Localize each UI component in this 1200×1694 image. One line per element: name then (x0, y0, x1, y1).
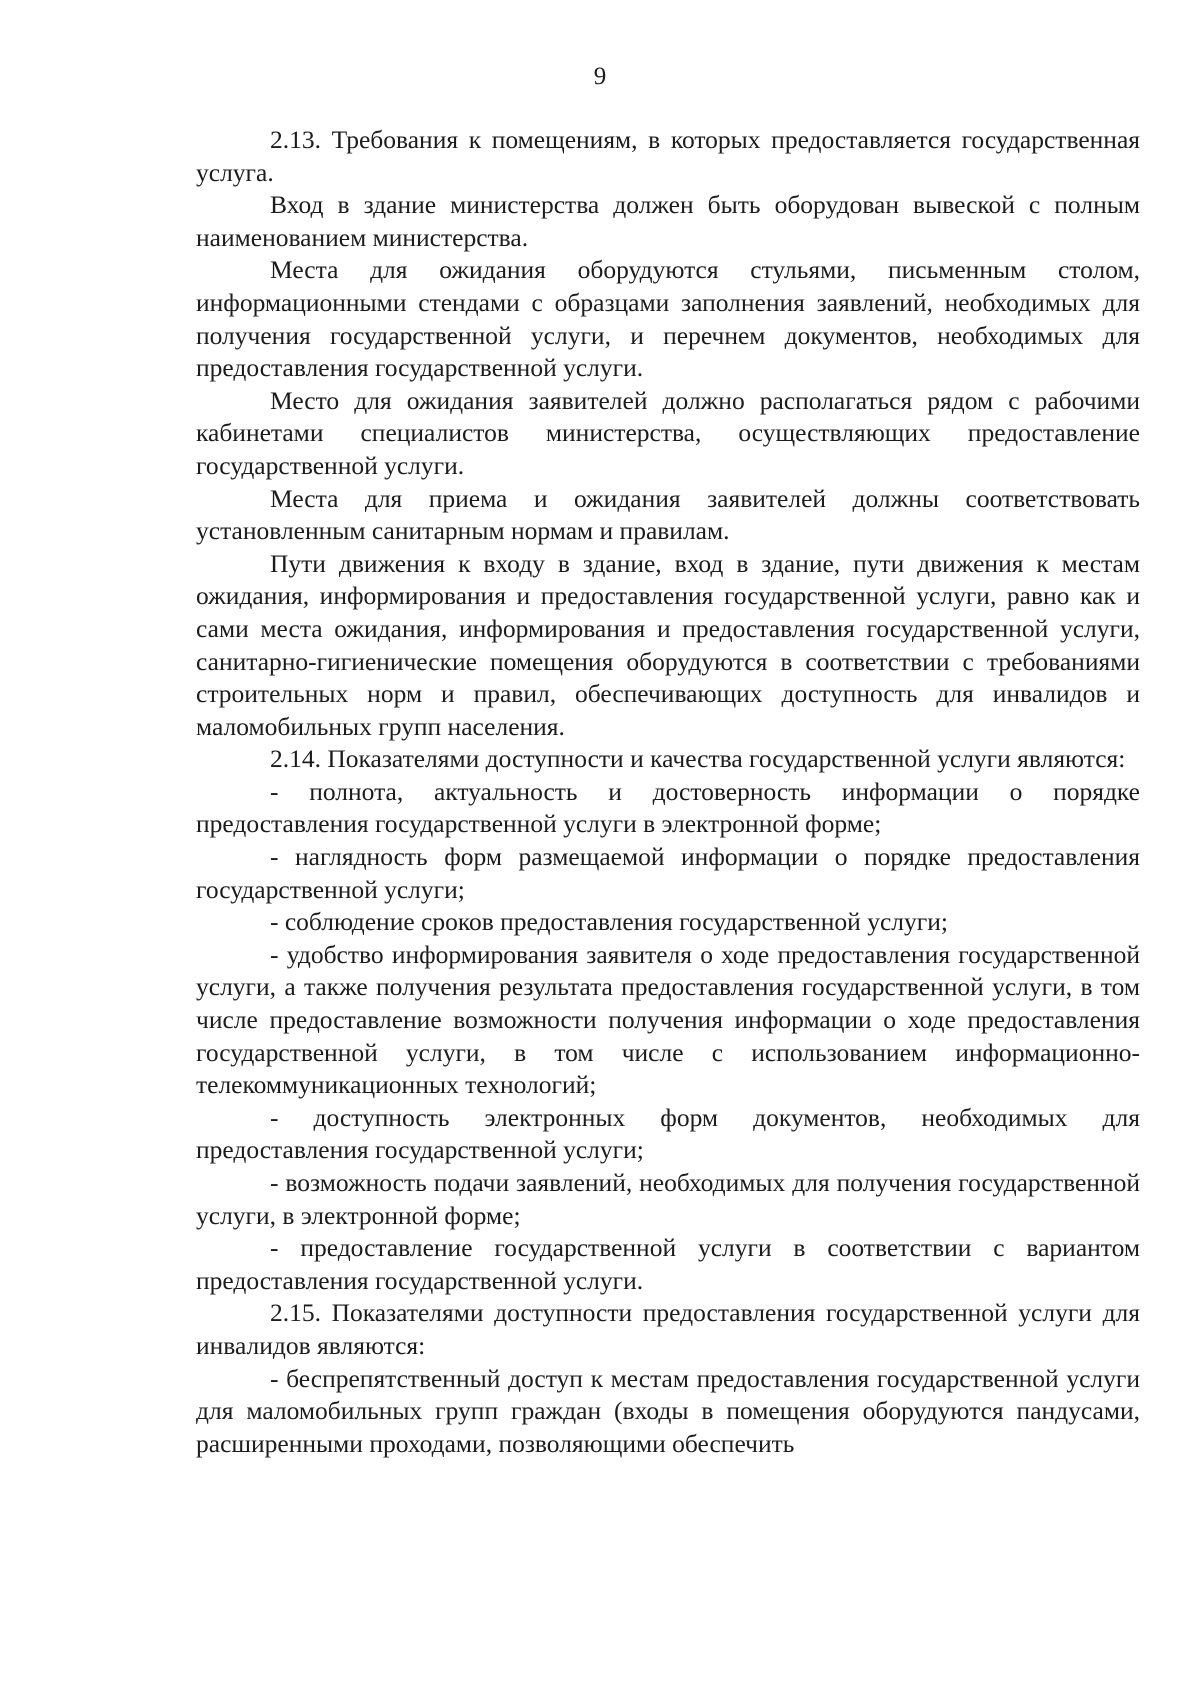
list-item: - предоставление государственной услуги в соответствии с вариантом предоставления государственной услуги. (196, 1233, 1140, 1295)
list-item: - наглядность форм размещаемой информации о порядке предоставления государственной услуги; (196, 842, 1140, 904)
paragraph-sanitary-norms: Места для приема и ожидания заявителей должны соответствовать установленным санитарным нормам и правилам. (196, 483, 1140, 546)
paragraph-2-13-heading: 2.13. Требования к помещениям, в которых предоставляется государственная услуга. (196, 125, 1140, 187)
document-body (196, 124, 1140, 1460)
list-item: - полнота, актуальность и достоверность информации о порядке предоставления государственной услуги в электронной форме; (196, 776, 1140, 839)
list-item: - доступность электронных форм документов, необходимых для предоставления государственной услуги; (196, 1102, 1140, 1165)
paragraph-waiting-location: Место для ожидания заявителей должно располагаться рядом с рабочими кабинетами специалистов министерства, осуществляющих предоставление государственной услуги. (196, 385, 1140, 480)
list-item: - соблюдение сроков предоставления государственной услуги; (270, 907, 948, 937)
list-item: - беспрепятственный доступ к местам предоставления государственной услуги для маломобильных групп граждан (входы в помещения оборудуются пандусами, расширенными проходами, позволяющими обеспечить (196, 1363, 1140, 1458)
paragraph-accessibility-routes: Пути движения к входу в здание, вход в здание, пути движения к местам ожидания, информирования и предоставления государственной услуги, равно как и сами места ожидания, информирования и предоставления государственной услуги, санитарно-гигиенические помещения оборудуются в соответствии с требованиями строительных норм и правил, обеспечивающих доступность для инвалидов и маломобильных групп населения. (196, 548, 1140, 741)
list-item: - возможность подачи заявлений, необходимых для получения государственной услуги, в электронной форме; (196, 1168, 1140, 1230)
paragraph-waiting-equipment: Места для ожидания оборудуются стульями, письменным столом, информационными стендами с образцами заполнения заявлений, необходимых для получения государственной услуги, и перечнем документов, необходимых для предоставления государственной услуги. (196, 255, 1140, 383)
list-item: - удобство информирования заявителя о ходе предоставления государственной услуги, а также получения результата предоставления государственной услуги, в том числе предоставление возможности получения информации о ходе предоставления государственной услуги, в том числе с использованием информационно-телекоммуникационных технологий; (196, 939, 1140, 1100)
paragraph-2-15-heading: 2.15. Показателями доступности предоставления государственной услуги для инвалидов являются: (196, 1298, 1140, 1360)
paragraph-2-14-heading: 2.14. Показателями доступности и качества государственной услуги являются: (270, 744, 1126, 774)
paragraph-entrance-sign: Вход в здание министерства должен быть оборудован вывеской с полным наименованием министерства. (196, 190, 1140, 252)
page-number: 9 (593, 63, 607, 90)
